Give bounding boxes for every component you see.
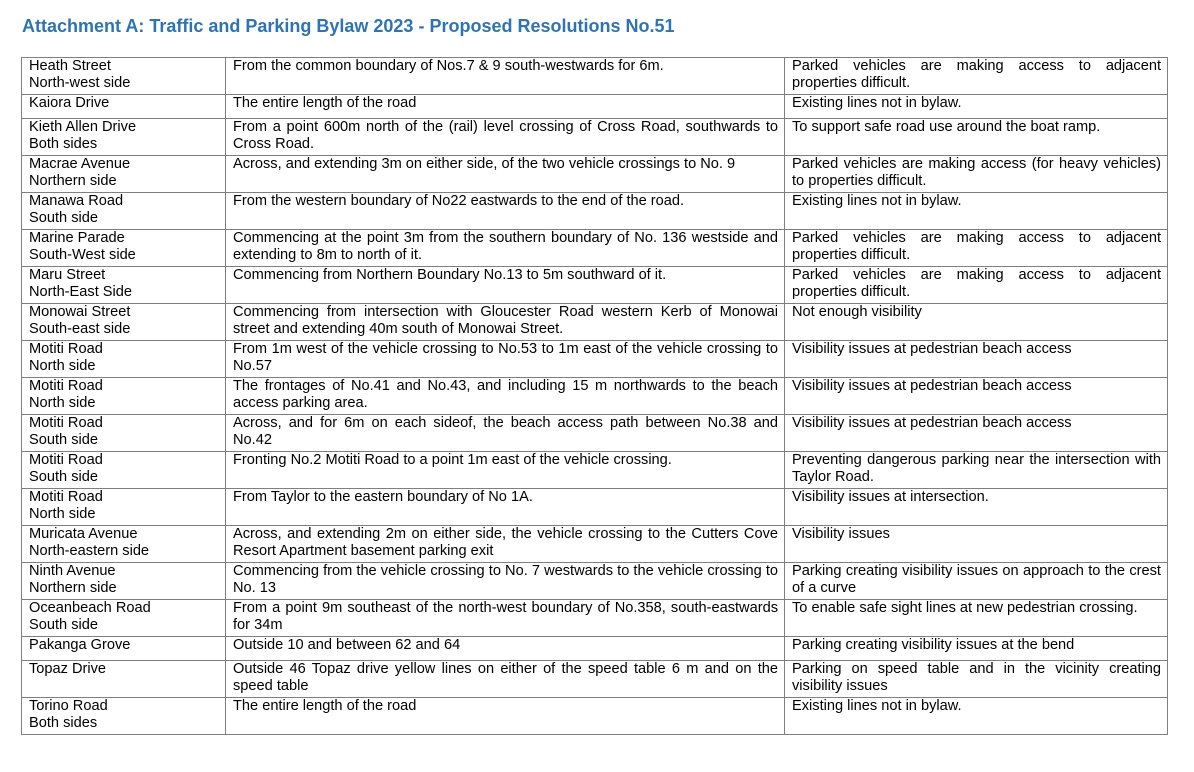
road-name: Torino Road (29, 698, 108, 714)
road-name: Oceanbeach Road (29, 600, 151, 616)
table-row (22, 600, 1168, 637)
reason-cell: Preventing dangerous parking near the intersection with Taylor Road. (785, 452, 1168, 489)
road-name: Kieth Allen Drive (29, 119, 137, 135)
extent-cell: The frontages of No.41 and No.43, and including 15 m northwards to the beach access parking area. (226, 378, 785, 415)
road-name: Motiti Road (29, 415, 103, 431)
location-cell (22, 378, 226, 415)
extent-cell: The entire length of the road (226, 95, 785, 119)
road-side: Northern side (29, 173, 117, 190)
road-side: North side (29, 358, 96, 375)
location-cell (22, 452, 226, 489)
reason-cell: Parked vehicles are making access to adjacent properties difficult. (785, 267, 1168, 304)
road-name: Heath Street (29, 58, 111, 74)
table-row (22, 637, 1168, 661)
table-row (22, 95, 1168, 119)
road-name: Monowai Street (29, 304, 131, 320)
road-side: North side (29, 395, 96, 412)
extent-cell: From a point 600m north of the (rail) level crossing of Cross Road, southwards to Cross Road. (226, 119, 785, 156)
location-cell (22, 341, 226, 378)
table-row (22, 698, 1168, 735)
location-cell (22, 526, 226, 563)
road-name: Kaiora Drive (29, 95, 110, 111)
table-row (22, 119, 1168, 156)
reason-cell: Parking creating visibility issues on approach to the crest of a curve (785, 563, 1168, 600)
table-row (22, 489, 1168, 526)
location-cell (22, 489, 226, 526)
road-name: Maru Street (29, 267, 106, 283)
table-row (22, 193, 1168, 230)
road-name: Topaz Drive (29, 661, 107, 677)
road-side: South side (29, 617, 98, 634)
road-name: Manawa Road (29, 193, 124, 209)
reason-cell: To enable safe sight lines at new pedestrian crossing. (785, 600, 1168, 637)
reason-cell: Existing lines not in bylaw. (785, 193, 1168, 230)
reason-cell: To support safe road use around the boat ramp. (785, 119, 1168, 156)
location-cell (22, 267, 226, 304)
extent-cell: Fronting No.2 Motiti Road to a point 1m east of the vehicle crossing. (226, 452, 785, 489)
extent-cell: From a point 9m southeast of the north-west boundary of No.358, south-eastwards for 34m (226, 600, 785, 637)
location-cell (22, 95, 226, 119)
location-cell (22, 119, 226, 156)
road-side: Both sides (29, 136, 98, 153)
extent-cell: From the common boundary of Nos.7 & 9 south-westwards for 6m. (226, 58, 785, 95)
extent-cell: From the western boundary of No22 eastwards to the end of the road. (226, 193, 785, 230)
table-row (22, 378, 1168, 415)
extent-cell: From 1m west of the vehicle crossing to No.53 to 1m east of the vehicle crossing to No.57 (226, 341, 785, 378)
reason-cell: Parked vehicles are making access to adjacent properties difficult. (785, 58, 1168, 95)
location-cell (22, 637, 226, 661)
location-cell (22, 230, 226, 267)
table-row (22, 341, 1168, 378)
table-row (22, 563, 1168, 600)
road-side: Northern side (29, 580, 117, 597)
location-cell (22, 304, 226, 341)
table-row (22, 156, 1168, 193)
reason-cell: Visibility issues at pedestrian beach access (785, 378, 1168, 415)
road-name: Ninth Avenue (29, 563, 116, 579)
road-side: North-west side (29, 75, 131, 92)
reason-cell: Visibility issues at pedestrian beach access (785, 415, 1168, 452)
road-name: Pakanga Grove (29, 637, 131, 653)
table-row (22, 415, 1168, 452)
extent-cell: Across, and extending 3m on either side, of the two vehicle crossings to No. 9 (226, 156, 785, 193)
extent-cell: Commencing from the vehicle crossing to No. 7 westwards to the vehicle crossing to No. 13 (226, 563, 785, 600)
table-row (22, 526, 1168, 563)
reason-cell: Parked vehicles are making access (for heavy vehicles) to properties difficult. (785, 156, 1168, 193)
location-cell (22, 156, 226, 193)
reason-cell: Visibility issues (785, 526, 1168, 563)
road-name: Muricata Avenue (29, 526, 138, 542)
extent-cell: The entire length of the road (226, 698, 785, 735)
road-side: South side (29, 210, 98, 227)
table-row (22, 230, 1168, 267)
table-row (22, 304, 1168, 341)
table-row (22, 661, 1168, 698)
resolutions-table-body (22, 58, 1168, 735)
road-side: South side (29, 432, 98, 449)
resolutions-table (21, 57, 1168, 735)
extent-cell: Across, and for 6m on each sideof, the beach access path between No.38 and No.42 (226, 415, 785, 452)
road-side: North-eastern side (29, 543, 150, 560)
road-side: North-East Side (29, 284, 133, 301)
location-cell (22, 193, 226, 230)
road-name: Macrae Avenue (29, 156, 131, 172)
table-row (22, 452, 1168, 489)
reason-cell: Existing lines not in bylaw. (785, 698, 1168, 735)
road-name: Motiti Road (29, 341, 103, 357)
road-side: Both sides (29, 715, 98, 732)
reason-cell: Not enough visibility (785, 304, 1168, 341)
road-side: North side (29, 506, 96, 523)
road-name: Motiti Road (29, 378, 103, 394)
reason-cell: Visibility issues at intersection. (785, 489, 1168, 526)
location-cell (22, 415, 226, 452)
location-cell (22, 600, 226, 637)
road-side: South-West side (29, 247, 136, 264)
reason-cell: Parked vehicles are making access to adjacent properties difficult. (785, 230, 1168, 267)
road-side: South side (29, 469, 98, 486)
road-name: Motiti Road (29, 452, 103, 468)
table-row (22, 58, 1168, 95)
reason-cell: Parking creating visibility issues at the bend (785, 637, 1168, 661)
extent-cell: Commencing at the point 3m from the southern boundary of No. 136 westside and extending to 8m to north of it. (226, 230, 785, 267)
document-title: Attachment A: Traffic and Parking Bylaw 2023 - Proposed Resolutions No.51 (22, 16, 675, 36)
extent-cell: Commencing from intersection with Gloucester Road western Kerb of Monowai street and extending 40m south of Monowai Street. (226, 304, 785, 341)
location-cell (22, 698, 226, 735)
road-name: Motiti Road (29, 489, 103, 505)
table-row (22, 267, 1168, 304)
road-side: South-east side (29, 321, 131, 338)
extent-cell: Commencing from Northern Boundary No.13 to 5m southward of it. (226, 267, 785, 304)
location-cell (22, 58, 226, 95)
reason-cell: Visibility issues at pedestrian beach access (785, 341, 1168, 378)
extent-cell: Outside 10 and between 62 and 64 (226, 637, 785, 661)
reason-cell: Parking on speed table and in the vicinity creating visibility issues (785, 661, 1168, 698)
location-cell (22, 563, 226, 600)
reason-cell: Existing lines not in bylaw. (785, 95, 1168, 119)
extent-cell: Across, and extending 2m on either side, the vehicle crossing to the Cutters Cove Resort Apartment basement parking exit (226, 526, 785, 563)
extent-cell: From Taylor to the eastern boundary of No 1A. (226, 489, 785, 526)
location-cell (22, 661, 226, 698)
road-name: Marine Parade (29, 230, 125, 246)
extent-cell: Outside 46 Topaz drive yellow lines on either of the speed table 6 m and on the speed table (226, 661, 785, 698)
